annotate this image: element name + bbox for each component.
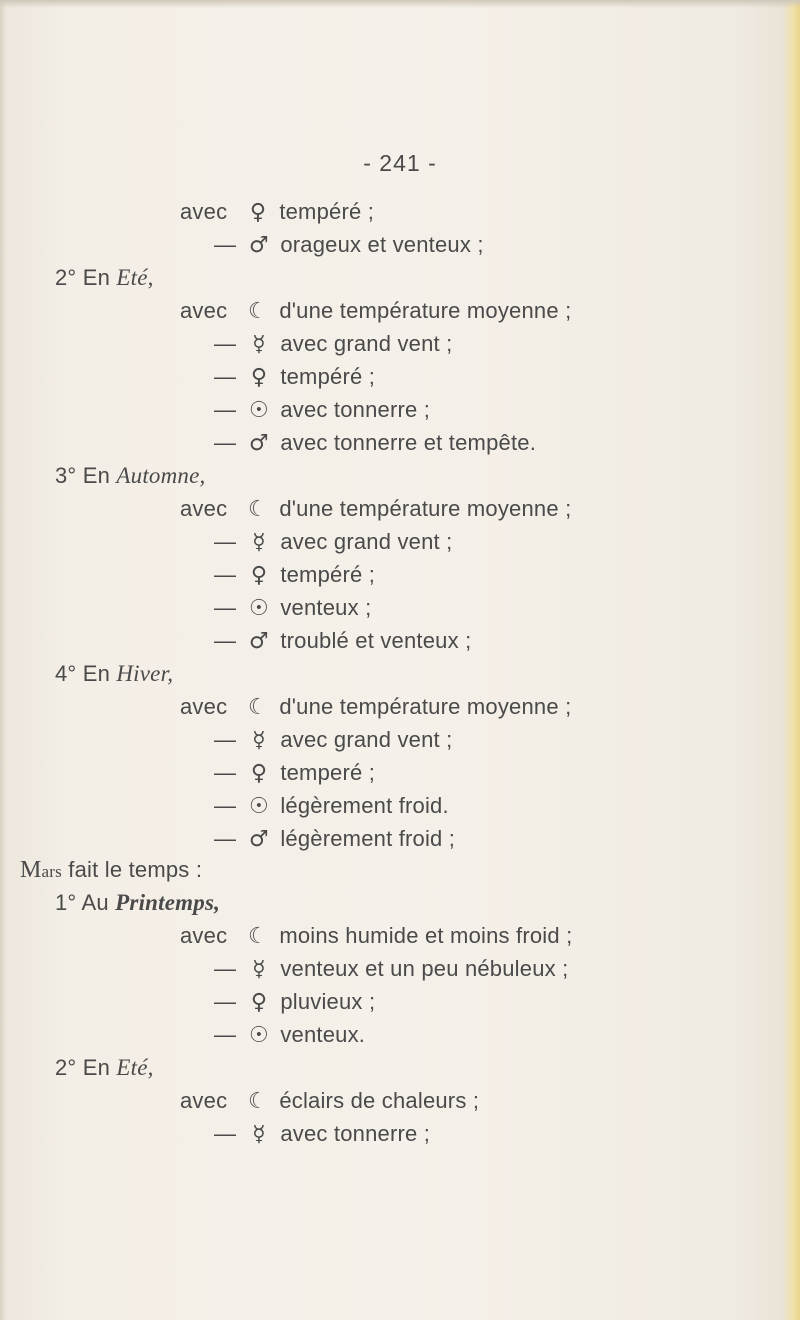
text-line [214, 397, 430, 423]
text-line [214, 826, 455, 852]
line-text: temperé ; [280, 760, 376, 785]
mercury-symbol-icon: ☿ [252, 957, 266, 982]
moon-symbol-icon: ☾ [248, 1089, 268, 1114]
text-line [214, 793, 449, 819]
line-text: avec tonnerre ; [280, 397, 431, 422]
page-right-edge-stain [782, 0, 800, 1320]
line-text: avec tonnerre ; [280, 1121, 431, 1146]
section-heading [55, 661, 173, 687]
line-text: venteux ; [280, 595, 372, 620]
sun-symbol-icon: ☉ [249, 1023, 269, 1048]
line-text: avec tonnerre et tempête. [280, 430, 537, 455]
text-line [214, 1022, 365, 1048]
page-top-edge [0, 0, 800, 8]
line-lead: avec [180, 1088, 228, 1113]
line-lead: avec [180, 298, 228, 323]
line-lead: — [214, 595, 237, 620]
line-lead: avec [180, 199, 228, 224]
month-small-caps: ars [41, 862, 62, 881]
line-text: d'une température moyenne ; [279, 694, 572, 719]
line-text: moins humide et moins froid ; [279, 923, 573, 948]
line-text: venteux. [280, 1022, 366, 1047]
line-lead: — [214, 562, 237, 587]
section-preposition: En [82, 265, 111, 290]
line-text: légèrement froid ; [280, 826, 456, 851]
line-text: d'une température moyenne ; [279, 298, 572, 323]
line-text: tempéré ; [279, 199, 375, 224]
text-line [214, 232, 484, 258]
line-lead: — [214, 397, 237, 422]
mercury-symbol-icon: ☿ [252, 332, 266, 357]
text-line [214, 562, 375, 588]
text-line [214, 595, 371, 621]
line-lead: — [214, 1121, 237, 1146]
text-line [180, 694, 571, 720]
line-text: orageux et venteux ; [280, 232, 484, 257]
text-line [214, 628, 471, 654]
moon-symbol-icon: ☾ [248, 299, 268, 324]
line-lead: — [214, 364, 237, 389]
page-left-edge [0, 0, 6, 1320]
line-text: fait le temps : [68, 857, 203, 882]
section-heading [55, 890, 220, 916]
season-name: Eté, [116, 1055, 154, 1080]
line-text: troublé et venteux ; [280, 628, 472, 653]
section-preposition: En [82, 463, 111, 488]
moon-symbol-icon: ☾ [248, 497, 268, 522]
section-number: 2° [55, 1055, 77, 1080]
line-lead: — [214, 760, 237, 785]
text-line [180, 1088, 479, 1114]
mars-symbol-icon: ♂ [249, 629, 269, 654]
mars-symbol-icon: ♂ [249, 431, 269, 456]
sun-symbol-icon: ☉ [249, 398, 269, 423]
text-line [214, 989, 375, 1015]
line-text: avec grand vent ; [280, 727, 453, 752]
season-name: Automne, [116, 463, 206, 488]
line-lead: — [214, 956, 237, 981]
mercury-symbol-icon: ☿ [252, 728, 266, 753]
mars-symbol-icon: ♂ [249, 233, 269, 258]
venus-symbol-icon: ♀ [250, 365, 268, 390]
month-initial: M [20, 857, 42, 883]
line-lead: avec [180, 496, 228, 521]
season-name: Printemps, [115, 890, 221, 915]
line-lead: — [214, 430, 237, 455]
section-preposition: Au [81, 890, 109, 915]
text-line [214, 956, 568, 982]
line-text: avec grand vent ; [280, 331, 453, 356]
sun-symbol-icon: ☉ [249, 596, 269, 621]
text-line [180, 923, 572, 949]
moon-symbol-icon: ☾ [248, 695, 268, 720]
line-lead: — [214, 826, 237, 851]
line-lead: — [214, 793, 237, 818]
section-preposition: En [82, 661, 111, 686]
text-line [214, 760, 375, 786]
section-heading [55, 463, 205, 489]
text-line [214, 529, 452, 555]
month-heading [20, 857, 202, 884]
season-name: Eté, [116, 265, 154, 290]
line-text: éclairs de chaleurs ; [279, 1088, 480, 1113]
text-line [180, 199, 374, 225]
sun-symbol-icon: ☉ [249, 794, 269, 819]
mercury-symbol-icon: ☿ [252, 530, 266, 555]
text-line [214, 364, 375, 390]
line-text: tempéré ; [280, 364, 376, 389]
line-lead: — [214, 529, 237, 554]
section-number: 3° [55, 463, 77, 488]
line-text: avec grand vent ; [280, 529, 453, 554]
line-lead: — [214, 727, 237, 752]
moon-symbol-icon: ☾ [248, 924, 268, 949]
text-line [180, 496, 571, 522]
venus-symbol-icon: ♀ [250, 761, 268, 786]
text-line [180, 298, 571, 324]
line-lead: — [214, 232, 237, 257]
page-number: - 241 - [363, 150, 437, 176]
venus-symbol-icon: ♀ [250, 990, 268, 1015]
line-lead: avec [180, 694, 228, 719]
section-heading [55, 265, 154, 291]
section-number: 1° [55, 890, 77, 915]
venus-symbol-icon: ♀ [250, 563, 268, 588]
line-lead: — [214, 628, 237, 653]
mars-symbol-icon: ♂ [249, 827, 269, 852]
line-lead: avec [180, 923, 228, 948]
line-lead: — [214, 989, 237, 1014]
mercury-symbol-icon: ☿ [252, 1122, 266, 1147]
section-number: 4° [55, 661, 77, 686]
text-line [214, 1121, 430, 1147]
line-text: d'une température moyenne ; [279, 496, 572, 521]
line-text: venteux et un peu nébuleux ; [280, 956, 569, 981]
section-number: 2° [55, 265, 77, 290]
text-line [214, 331, 452, 357]
month-name [20, 857, 62, 883]
text-line [214, 727, 452, 753]
line-text: tempéré ; [280, 562, 376, 587]
line-text: légèrement froid. [280, 793, 449, 818]
line-lead: — [214, 1022, 237, 1047]
line-text: pluvieux ; [280, 989, 376, 1014]
text-line [214, 430, 536, 456]
line-lead: — [214, 331, 237, 356]
season-name: Hiver, [116, 661, 174, 686]
section-heading [55, 1055, 154, 1081]
venus-symbol-icon: ♀ [249, 200, 267, 225]
section-preposition: En [82, 1055, 111, 1080]
